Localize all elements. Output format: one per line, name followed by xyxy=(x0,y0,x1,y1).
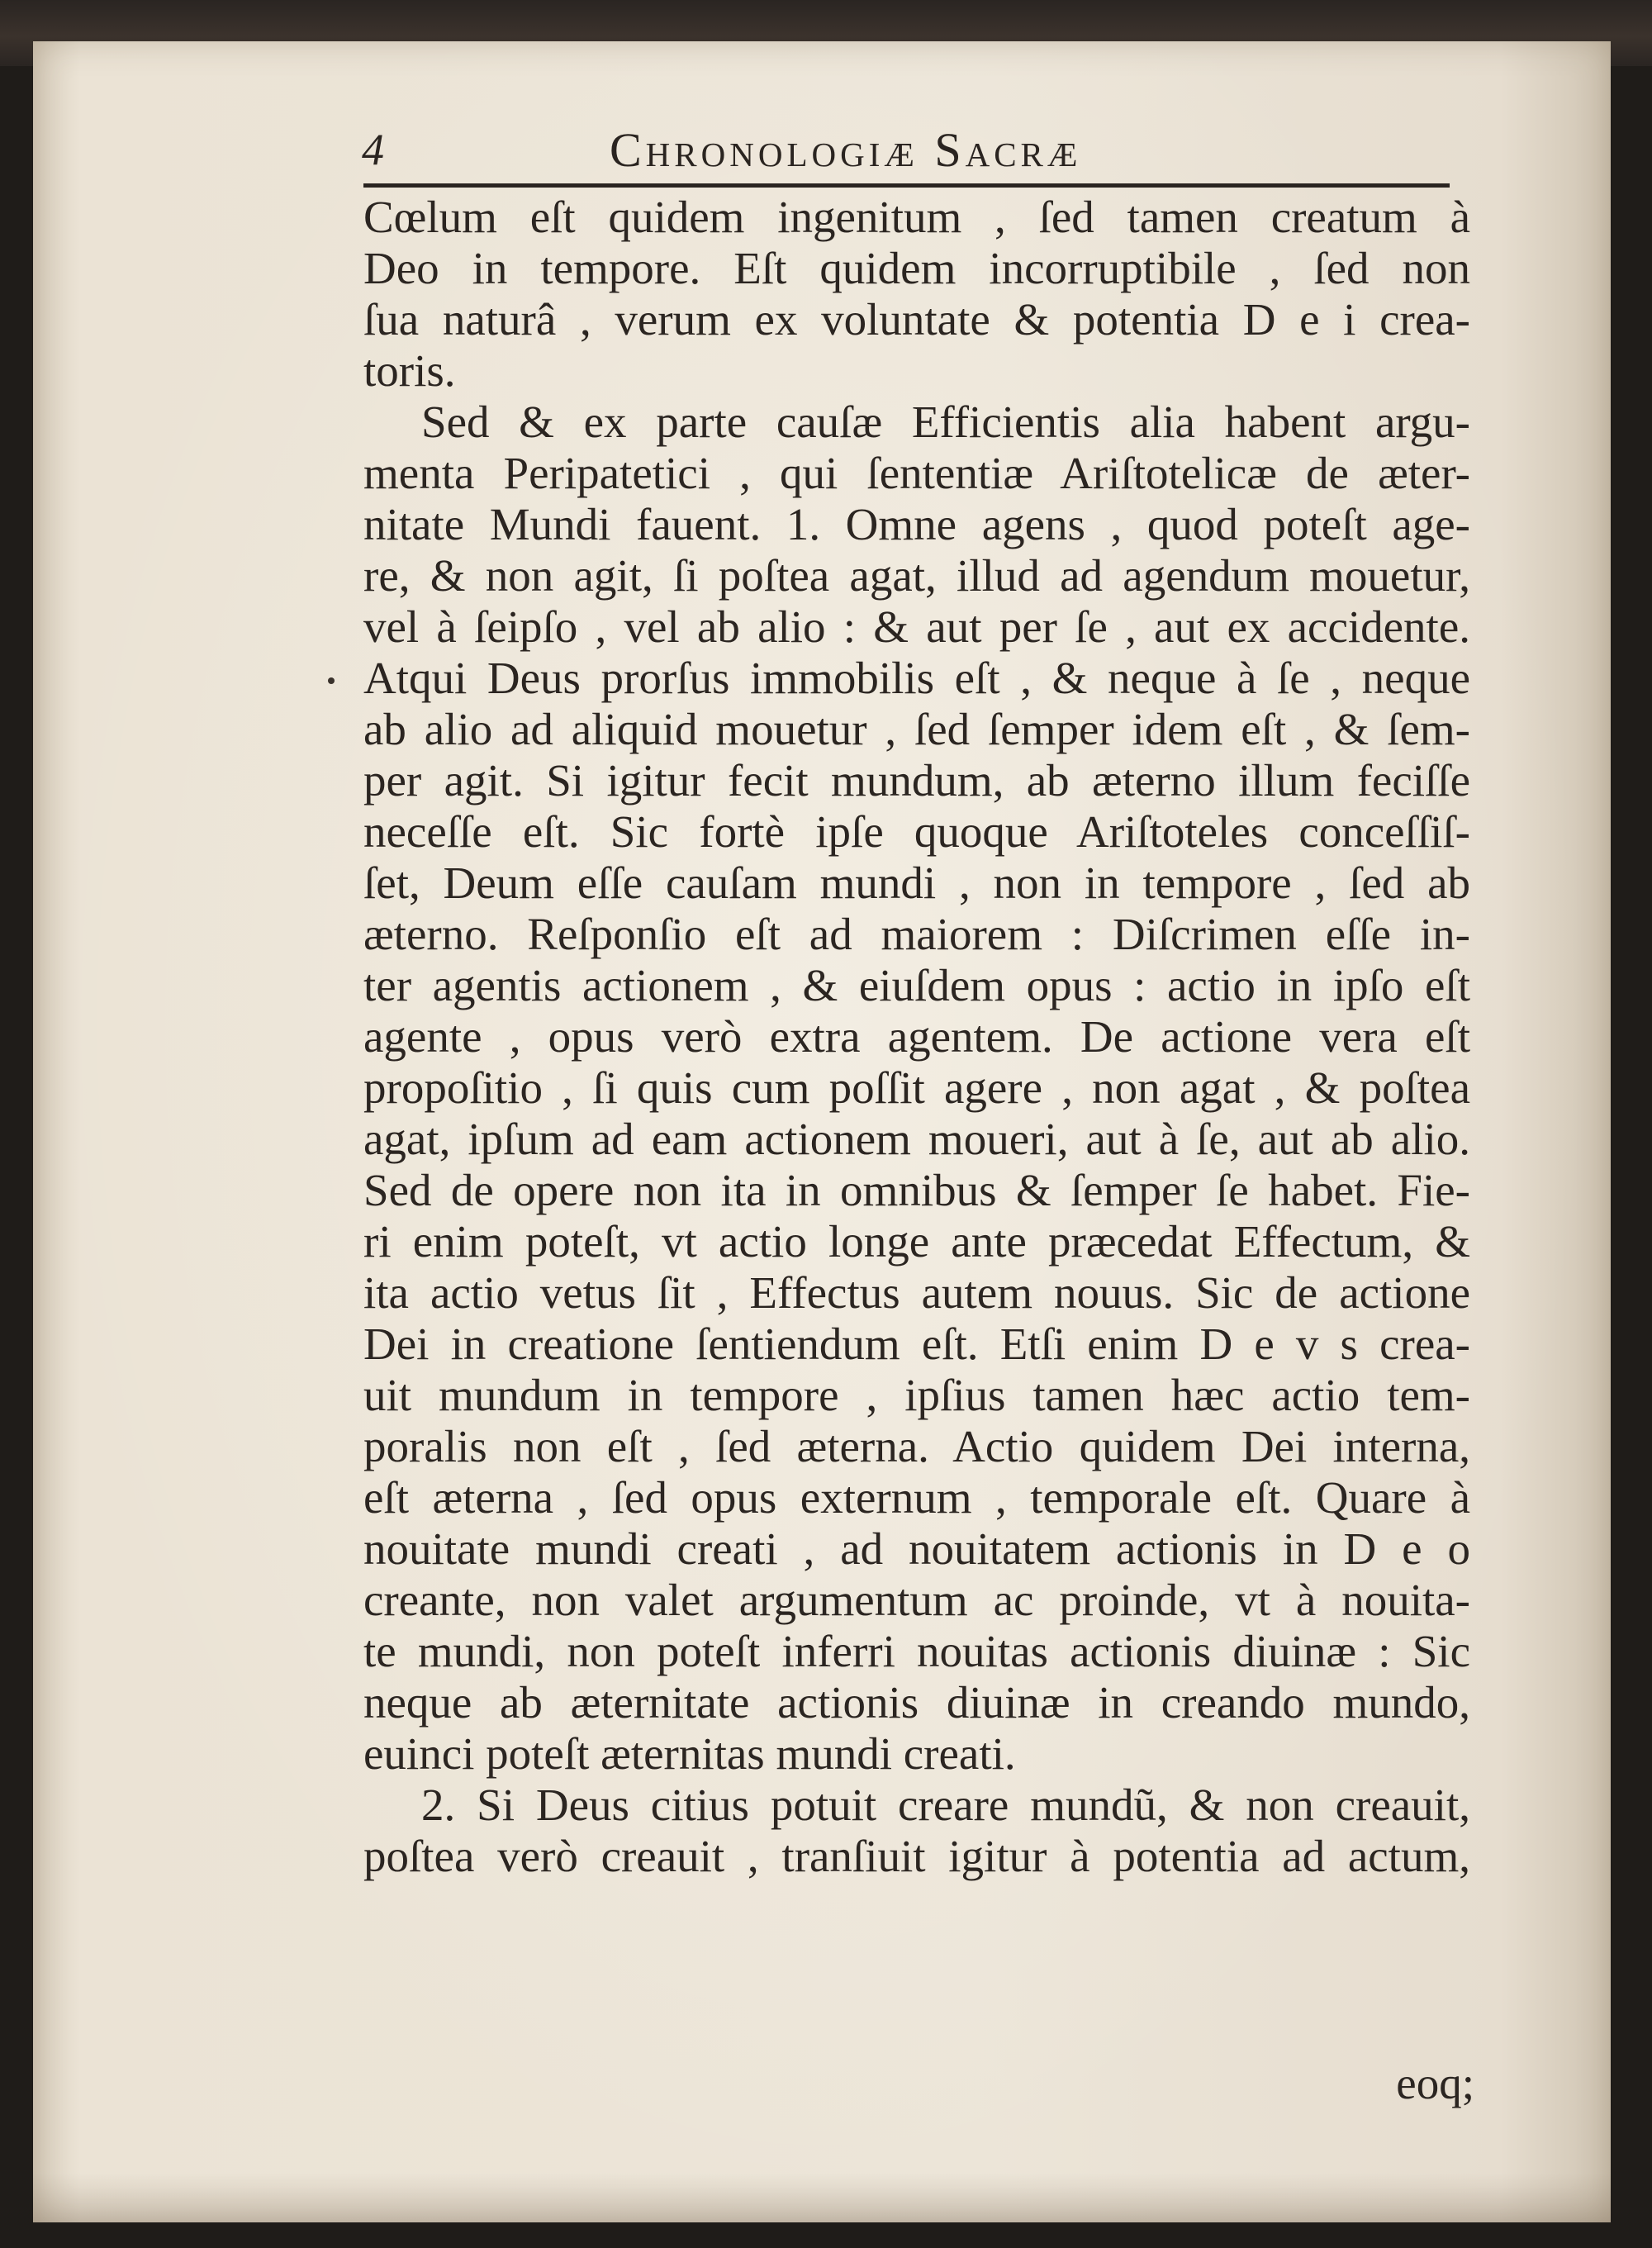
text-line: poralis non eſt , ſed æterna. Actio quidem Dei interna, xyxy=(363,1421,1470,1471)
text-line: nitate Mundi fauent. 1. Omne agens , quod poteſt age- xyxy=(363,499,1470,549)
text-line: Deo in tempore. Eſt quidem incorruptibile , ſed non xyxy=(363,243,1470,293)
text-line: agat, ipſum ad eam actionem moueri, aut à ſe, aut ab alio. xyxy=(363,1114,1470,1164)
text-line: ſua naturâ , verum ex voluntate & potentia D e i crea- xyxy=(363,294,1470,345)
ink-mark xyxy=(328,677,335,684)
text-line: Atqui Deus prorſus immobilis eſt , & neque à ſe , neque xyxy=(363,653,1470,703)
page-header xyxy=(333,122,1489,180)
text-line: Dei in creatione ſentiendum eſt. Etſi enim D e v s crea- xyxy=(363,1319,1470,1369)
page-number: 4 xyxy=(362,125,384,174)
text-line: ab alio ad aliquid mouetur , ſed ſemper idem eſt , & ſem- xyxy=(363,704,1470,754)
text-line: te mundi, non poteſt inferri nouitas actionis diuinæ : Sic xyxy=(363,1626,1470,1676)
text-line: agente , opus verò extra agentem. De actione vera eſt xyxy=(363,1011,1470,1062)
text-line: ri enim poteſt, vt actio longe ante præcedat Effectum, & xyxy=(363,1216,1470,1267)
catchword: eoq; xyxy=(1396,2058,1474,2108)
text-line: poſtea verò creauit , tranſiuit igitur à potentia ad actum, xyxy=(363,1831,1470,1881)
text-line: 2. Si Deus citius potuit creare mundũ, & non creauit, xyxy=(421,1780,1470,1830)
text-line: eſt æterna , ſed opus externum , temporale eſt. Quare à xyxy=(363,1472,1470,1523)
text-line: re, & non agit, ſi poſtea agat, illud ad agendum mouetur, xyxy=(363,550,1470,601)
text-line: æterno. Reſponſio eſt ad maiorem : Diſcrimen eſſe in- xyxy=(363,909,1470,959)
text-line: euinci poteſt æternitas mundi creati. xyxy=(363,1728,1016,1779)
text-line: ita actio vetus ſit , Effectus autem nouus. Sic de actione xyxy=(363,1267,1470,1318)
text-line: nouitate mundi creati , ad nouitatem actionis in D e o xyxy=(363,1523,1470,1574)
running-title: Chronologiæ Sacræ xyxy=(610,123,1082,177)
text-line: neceſſe eſt. Sic fortè ipſe quoque Ariſtoteles conceſſiſ- xyxy=(363,806,1470,857)
body-text xyxy=(363,192,1470,1882)
text-line: creante, non valet argumentum ac proinde, vt à nouita- xyxy=(363,1575,1470,1625)
text-line: Sed & ex parte cauſæ Efficientis alia habent argu- xyxy=(421,397,1470,447)
text-line: propoſitio , ſi quis cum poſſit agere , non agat , & poſtea xyxy=(363,1062,1470,1113)
text-line: per agit. Si igitur fecit mundum, ab æterno illum feciſſe xyxy=(363,755,1470,806)
text-line: toris. xyxy=(363,345,456,396)
text-line: neque ab æternitate actionis diuinæ in creando mundo, xyxy=(363,1677,1470,1728)
header-rule xyxy=(363,183,1450,188)
text-line: Sed de opere non ita in omnibus & ſemper ſe habet. Fie- xyxy=(363,1165,1470,1215)
text-line: vel à ſeipſo , vel ab alio : & aut per ſe , aut ex accidente. xyxy=(363,601,1470,652)
text-line: Cœlum eſt quidem ingenitum , ſed tamen creatum à xyxy=(363,192,1470,242)
text-line: ter agentis actionem , & eiuſdem opus : actio in ipſo eſt xyxy=(363,960,1470,1010)
text-line: ſet, Deum eſſe cauſam mundi , non in tempore , ſed ab xyxy=(363,858,1470,908)
text-line: menta Peripatetici , qui ſententiæ Ariſtotelicæ de æter- xyxy=(363,448,1470,498)
text-line: uit mundum in tempore , ipſius tamen hæc actio tem- xyxy=(363,1370,1470,1420)
